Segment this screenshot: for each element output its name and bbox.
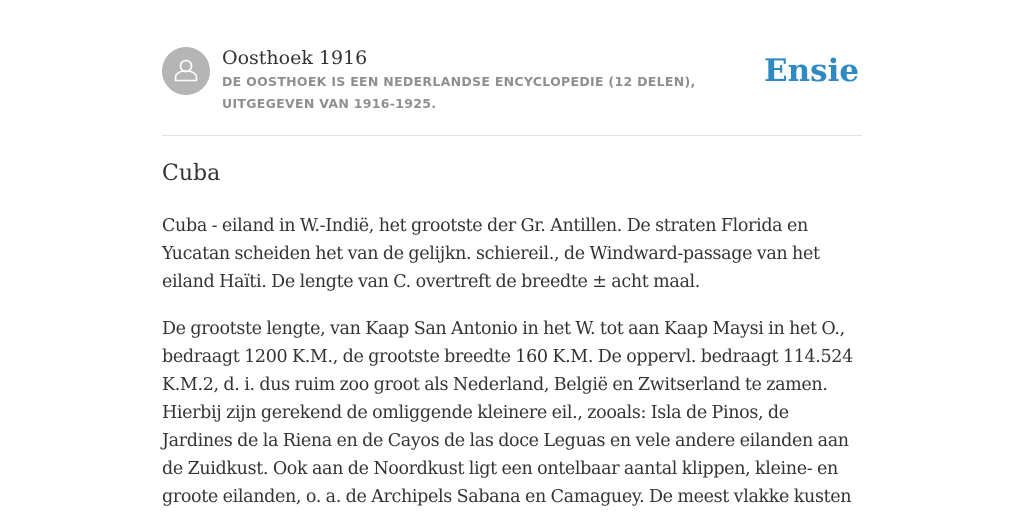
source-title[interactable]: Oosthoek 1916 xyxy=(222,47,368,69)
text-line: K.M.2, d. i. dus ruim zoo groot als Nederland, België en Zwitserland te zamen. xyxy=(162,375,828,395)
text-line: bedraagt 1200 K.M., de grootste breedte 160 K.M. De oppervl. bedraagt 114.524 xyxy=(162,347,853,367)
article-paragraph xyxy=(162,315,862,511)
article-body xyxy=(162,212,862,512)
header-divider xyxy=(162,135,862,136)
text-line: de Zuidkust. Ook aan de Noordkust ligt een ontelbaar aantal klippen, kleine- en xyxy=(162,459,838,479)
article-paragraph xyxy=(162,212,862,296)
text-line: Hierbij zijn gerekend de omliggende kleinere eil., zooals: Isla de Pinos, de xyxy=(162,403,789,423)
ensie-logo[interactable]: Ensie xyxy=(764,53,860,89)
user-icon xyxy=(162,47,210,95)
avatar[interactable] xyxy=(162,47,210,95)
text-line: De grootste lengte, van Kaap San Antonio in het W. tot aan Kaap Maysi in het O., xyxy=(162,319,845,339)
article-title: Cuba xyxy=(162,161,221,186)
text-line: Cuba - eiland in W.-Indië, het grootste der Gr. Antillen. De straten Florida en xyxy=(162,216,808,236)
text-line: eiland Haïti. De lengte van C. overtreft de breedte ± acht maal. xyxy=(162,272,701,292)
source-header xyxy=(162,46,862,116)
text-line: Jardines de la Riena en de Cayos de las doce Leguas en vele andere eilanden aan xyxy=(162,431,849,451)
text-line: groote eilanden, o. a. de Archipels Sabana en Camaguey. De meest vlakke kusten xyxy=(162,487,852,507)
source-description: DE OOSTHOEK IS EEN NEDERLANDSE ENCYCLOPEDIE (12 DELEN), UITGEGEVEN VAN 1916-1925. xyxy=(222,74,696,111)
text-line: Yucatan scheiden het van de gelijkn. schiereil., de Windward-passage van het xyxy=(162,244,820,264)
